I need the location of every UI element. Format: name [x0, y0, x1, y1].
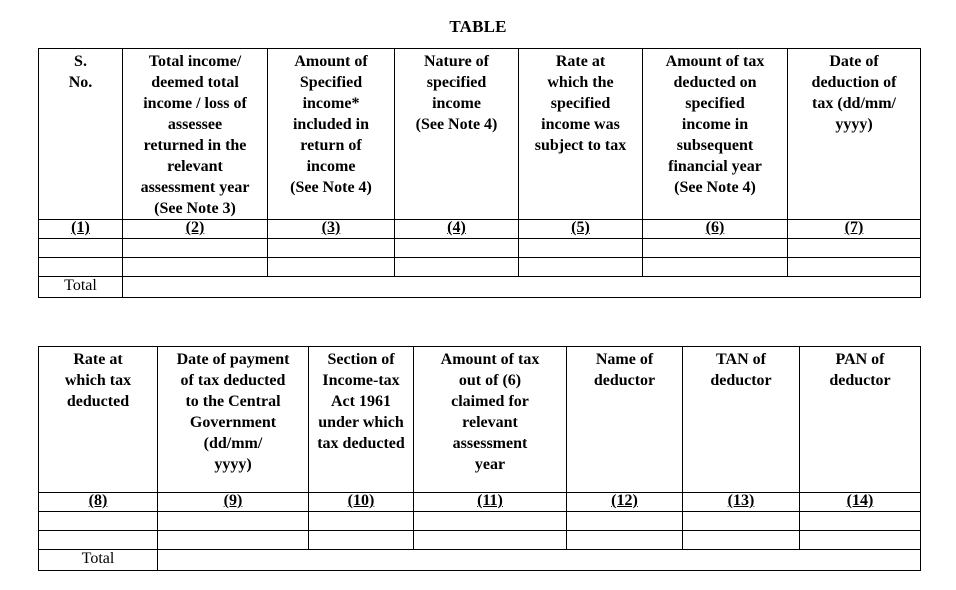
table-row: [39, 531, 921, 550]
total-row: [39, 277, 921, 298]
column-number-label: (7): [844, 219, 864, 236]
table-cell[interactable]: [414, 531, 567, 550]
column-header-line: Amount of tax: [665, 53, 765, 70]
table-cell[interactable]: [39, 531, 158, 550]
column-header-line: subject to tax: [534, 137, 627, 154]
column-number-label: (1): [71, 219, 90, 236]
column-number: [683, 493, 800, 512]
column-header-line: Section of: [327, 351, 395, 368]
total-value-cell[interactable]: [123, 277, 921, 298]
table-cell[interactable]: [309, 531, 414, 550]
column-header-line: tax (dd/mm/: [812, 95, 896, 112]
table-cell[interactable]: [567, 531, 683, 550]
table-cell[interactable]: [309, 512, 414, 531]
column-header-line: specified: [685, 95, 745, 112]
column-header-line: deduction of: [811, 74, 897, 91]
column-header: [683, 347, 800, 493]
column-header-line: claimed for: [451, 393, 529, 410]
column-header-line: Name of: [595, 351, 654, 368]
column-header-line: TAN of: [716, 351, 766, 368]
column-number-label: (5): [571, 219, 590, 236]
table-row: [39, 239, 921, 258]
column-header-line: deductor: [593, 372, 656, 389]
column-header-line: subsequent: [676, 137, 754, 154]
column-number-label: (9): [223, 492, 243, 509]
column-header-line: assessment: [452, 435, 528, 452]
column-number-label: (13): [727, 492, 755, 509]
column-header: [39, 49, 123, 220]
column-header-line: (See Note 4): [674, 179, 756, 196]
table-cell[interactable]: [643, 258, 788, 277]
column-header-line: assessee: [167, 116, 223, 133]
column-number: [268, 220, 395, 239]
column-header-line: income in: [681, 116, 749, 133]
column-number: [309, 493, 414, 512]
table-cell[interactable]: [800, 512, 921, 531]
column-header-line: PAN of: [835, 351, 885, 368]
column-header-line: returned in the: [143, 137, 247, 154]
table-cell[interactable]: [39, 512, 158, 531]
column-header-line: Nature of: [423, 53, 490, 70]
table-cell[interactable]: [158, 531, 309, 550]
column-header-line: No.: [68, 74, 93, 91]
column-header-line: return of: [300, 137, 362, 154]
column-number-label: (12): [611, 492, 638, 509]
table-cell[interactable]: [683, 512, 800, 531]
table-cell[interactable]: [123, 239, 268, 258]
column-header: [567, 347, 683, 493]
column-number: [158, 493, 309, 512]
column-header-line: included in: [292, 116, 370, 133]
column-number-label: (6): [705, 219, 725, 236]
table-cell[interactable]: [788, 239, 921, 258]
column-header: [395, 49, 519, 220]
column-header: [123, 49, 268, 220]
column-header-line: (See Note 4): [415, 116, 498, 133]
column-header-line: deductor: [710, 372, 772, 389]
column-number: [39, 220, 123, 239]
table-cell[interactable]: [268, 239, 395, 258]
column-number: [567, 493, 683, 512]
column-number: [643, 220, 788, 239]
tax-deduction-table: [38, 346, 921, 571]
table-cell[interactable]: [643, 239, 788, 258]
column-header-line: assessment year: [140, 179, 250, 196]
column-header: [788, 49, 921, 220]
column-number: [123, 220, 268, 239]
table-cell[interactable]: [567, 512, 683, 531]
table-cell[interactable]: [800, 531, 921, 550]
column-number-label: (14): [846, 492, 874, 509]
column-header-line: which the: [547, 74, 614, 91]
column-header-line: income: [306, 158, 356, 175]
column-header-line: income*: [302, 95, 360, 112]
column-header: [158, 347, 309, 493]
column-number: [39, 493, 158, 512]
column-header-line: S.: [74, 53, 87, 70]
column-header: [268, 49, 395, 220]
column-number: [788, 220, 921, 239]
column-header-line: relevant: [462, 414, 518, 431]
column-header-line: Rate at: [73, 351, 123, 368]
column-number-row: [39, 220, 921, 239]
column-header-line: Date of: [829, 53, 879, 70]
table-cell[interactable]: [683, 531, 800, 550]
table-cell[interactable]: [414, 512, 567, 531]
total-label: Total: [39, 550, 158, 571]
column-header-line: deducted on: [673, 74, 757, 91]
column-header: [519, 49, 643, 220]
column-header-line: yyyy): [214, 456, 252, 473]
column-number-label: (4): [447, 219, 466, 236]
column-number-label: (3): [321, 219, 341, 236]
table-cell[interactable]: [519, 258, 643, 277]
column-header-line: which tax: [64, 372, 132, 389]
total-value-cell[interactable]: [158, 550, 921, 571]
column-header-line: Act 1961: [331, 393, 391, 410]
column-header-line: under which: [318, 414, 404, 431]
column-number-label: (8): [88, 492, 108, 509]
column-header: [39, 347, 158, 493]
column-header-line: specified: [550, 95, 611, 112]
table-cell[interactable]: [788, 258, 921, 277]
column-header-line: yyyy): [835, 116, 873, 133]
column-header-line: tax deducted: [317, 435, 405, 452]
column-header-line: income: [432, 95, 481, 112]
total-label: Total: [39, 277, 123, 298]
column-header-line: specified: [426, 74, 487, 91]
table-cell[interactable]: [158, 512, 309, 531]
table-cell[interactable]: [395, 239, 519, 258]
column-header-line: (See Note 4): [290, 179, 372, 196]
column-header: [800, 347, 921, 493]
column-header-line: deductor: [829, 372, 891, 389]
column-header: [643, 49, 788, 220]
column-header-line: (See Note 3): [154, 200, 236, 217]
column-number-label: (2): [185, 219, 205, 236]
column-header-line: Date of payment: [176, 351, 290, 368]
table-row: [39, 512, 921, 531]
column-header-line: deemed total: [151, 74, 239, 91]
specified-income-table: [38, 48, 921, 298]
table-cell[interactable]: [123, 258, 268, 277]
column-header-line: relevant: [167, 158, 223, 175]
column-number: [800, 493, 921, 512]
column-header-line: Government: [189, 414, 277, 431]
table-title: TABLE: [449, 17, 507, 36]
table-row: [39, 258, 921, 277]
column-header-line: to the Central: [185, 393, 281, 410]
table-cell[interactable]: [39, 258, 123, 277]
column-header-line: Income-tax: [322, 372, 400, 389]
column-header-line: financial year: [668, 158, 762, 175]
column-number: [414, 493, 567, 512]
column-number-row: [39, 493, 921, 512]
table-cell[interactable]: [519, 239, 643, 258]
column-header-line: income / loss of: [143, 95, 247, 112]
column-number: [395, 220, 519, 239]
header-row: [39, 347, 921, 493]
column-header: [414, 347, 567, 493]
total-row: [39, 550, 921, 571]
column-number: [519, 220, 643, 239]
column-header-line: deducted: [66, 393, 130, 410]
column-header-line: (dd/mm/: [203, 435, 263, 452]
column-number-label: (10): [347, 492, 375, 509]
column-header-line: income was: [541, 116, 620, 133]
table-cell[interactable]: [268, 258, 395, 277]
column-number-label: (11): [477, 492, 503, 509]
column-header-line: Rate at: [555, 53, 606, 70]
column-header-line: Total income/: [148, 53, 242, 70]
column-header-line: out of (6): [458, 372, 522, 389]
column-header-line: of tax deducted: [180, 372, 286, 389]
column-header-line: Specified: [299, 74, 363, 91]
column-header-line: year: [474, 456, 506, 473]
table-cell[interactable]: [395, 258, 519, 277]
column-header: [309, 347, 414, 493]
column-header-line: Amount of: [294, 53, 368, 70]
column-header-line: Amount of tax: [440, 351, 540, 368]
header-row: [39, 49, 921, 220]
table-cell[interactable]: [39, 239, 123, 258]
